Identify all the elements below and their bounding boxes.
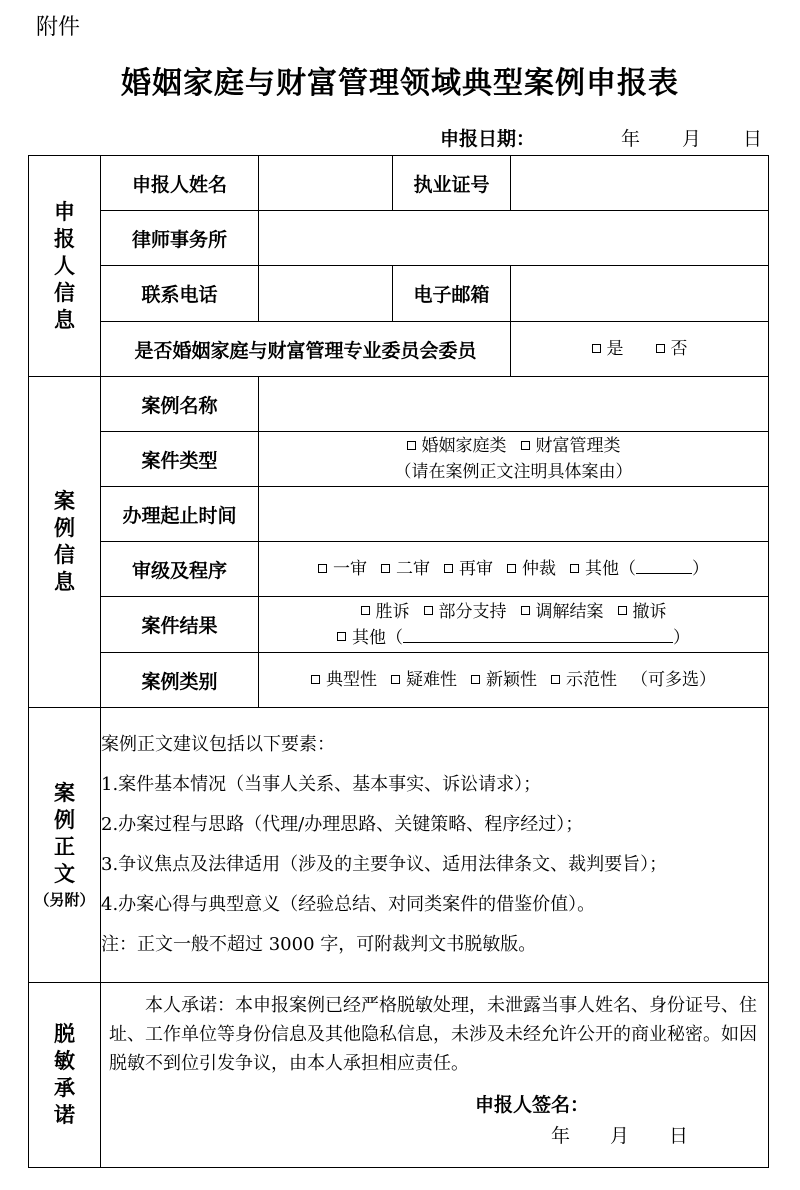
declare-date-label: 申报日期： [440,128,536,150]
trial-other-blank[interactable] [636,559,692,574]
category-difficult-checkbox[interactable]: 疑难性 [391,670,457,690]
law-firm-field[interactable] [259,211,769,266]
license-number-field[interactable] [511,156,769,211]
case-type-marriage-checkbox[interactable]: 婚姻家庭类 [407,436,507,456]
license-number-label: 执业证号 [393,156,511,211]
case-type-wealth-checkbox[interactable]: 财富管理类 [521,436,621,456]
case-type-label: 案件类型 [101,432,259,487]
declare-date-month: 月 [682,128,702,150]
declare-date-line [440,124,762,151]
category-note: （可多选） [631,670,716,690]
case-type-note: （请在案例正文注明具体案由） [394,462,633,482]
form-title: 婚姻家庭与财富管理领域典型案例申报表 [121,66,679,101]
committee-member-label: 是否婚姻家庭与财富管理专业委员会委员 [101,322,511,377]
commitment-text: 本人承诺：本申报案例已经严格脱敏处理，未泄露当事人姓名、身份证号、住址、工作单位等身份信息及其他隐私信息，未涉及未经允许公开的商业秘密。如因脱敏不到位引发争议，由本人承担相应责任。 [109,995,757,1074]
trial-first-checkbox[interactable]: 一审 [318,559,367,579]
case-body-guidelines [101,708,769,983]
attachment-label: 附件 [36,15,81,40]
result-win-checkbox[interactable]: 胜诉 [361,602,410,622]
handling-period-label: 办理起止时间 [101,487,259,542]
declare-date-year: 年 [621,128,641,150]
section-desensitization: 脱 敏 承 诺 [29,983,101,1168]
case-result-options: 胜诉 部分支持 调解结案 撤诉 其他（ ） [259,597,769,653]
law-firm-label: 律师事务所 [101,211,259,266]
committee-member-options [511,322,769,377]
result-partial-checkbox[interactable]: 部分支持 [424,602,507,622]
case-result-label: 案件结果 [101,597,259,653]
category-exemplary-checkbox[interactable]: 示范性 [551,670,617,690]
email-label: 电子邮箱 [393,266,511,322]
category-novel-checkbox[interactable]: 新颖性 [471,670,537,690]
case-category-options [259,653,769,708]
category-typical-checkbox[interactable]: 典型性 [311,670,377,690]
trial-other-checkbox[interactable]: 其他（ [570,559,636,579]
applicant-name-field[interactable] [259,156,393,211]
trial-arbitration-checkbox[interactable]: 仲裁 [507,559,556,579]
trial-level-label: 审级及程序 [101,542,259,597]
trial-retrial-checkbox[interactable]: 再审 [444,559,493,579]
desensitization-commitment [101,983,769,1168]
case-body-attached-note: （另附） [34,891,95,909]
guideline-item: 2.办案过程与思路（代理/办理思路、关键策略、程序经过）； [101,814,584,835]
phone-field[interactable] [259,266,393,322]
case-name-field[interactable] [259,377,769,432]
case-name-label: 案例名称 [101,377,259,432]
result-other-checkbox[interactable]: 其他（ [337,628,403,648]
guideline-item: 1.案件基本情况（当事人关系、基本事实、诉讼请求）； [101,774,542,795]
signature-label: 申报人签名： [475,1094,590,1116]
committee-no-checkbox[interactable]: 否 [656,339,688,359]
committee-yes-checkbox[interactable]: 是 [592,339,624,359]
application-form-table [28,155,769,1168]
result-withdraw-checkbox[interactable]: 撤诉 [618,602,667,622]
trial-second-checkbox[interactable]: 二审 [381,559,430,579]
guidelines-intro: 案例正文建议包括以下要素： [101,734,335,755]
declare-date-day: 日 [743,128,763,150]
case-type-options [259,432,769,487]
phone-label: 联系电话 [101,266,259,322]
section-applicant-info: 申 报 人 信 息 [29,156,101,377]
signature-date: 年 月 日 [551,1125,689,1147]
handling-period-field[interactable] [259,487,769,542]
guidelines-note: 注：正文一般不超过 3000 字，可附裁判文书脱敏版。 [101,934,537,955]
case-category-label: 案例类别 [101,653,259,708]
result-other-blank[interactable] [403,628,673,643]
section-case-info: 案 例 信 息 [29,377,101,708]
email-field[interactable] [511,266,769,322]
result-mediation-checkbox[interactable]: 调解结案 [521,602,604,622]
guideline-item: 3.争议焦点及法律适用（涉及的主要争议、适用法律条文、裁判要旨）； [101,854,668,875]
guideline-item: 4.办案心得与典型意义（经验总结、对同类案件的借鉴价值）。 [101,894,596,915]
applicant-name-label: 申报人姓名 [101,156,259,211]
trial-level-options: 一审 二审 再审 仲裁 其他（ ） [259,542,769,597]
section-case-body: 案 例 正 文 （另附） [29,708,101,983]
